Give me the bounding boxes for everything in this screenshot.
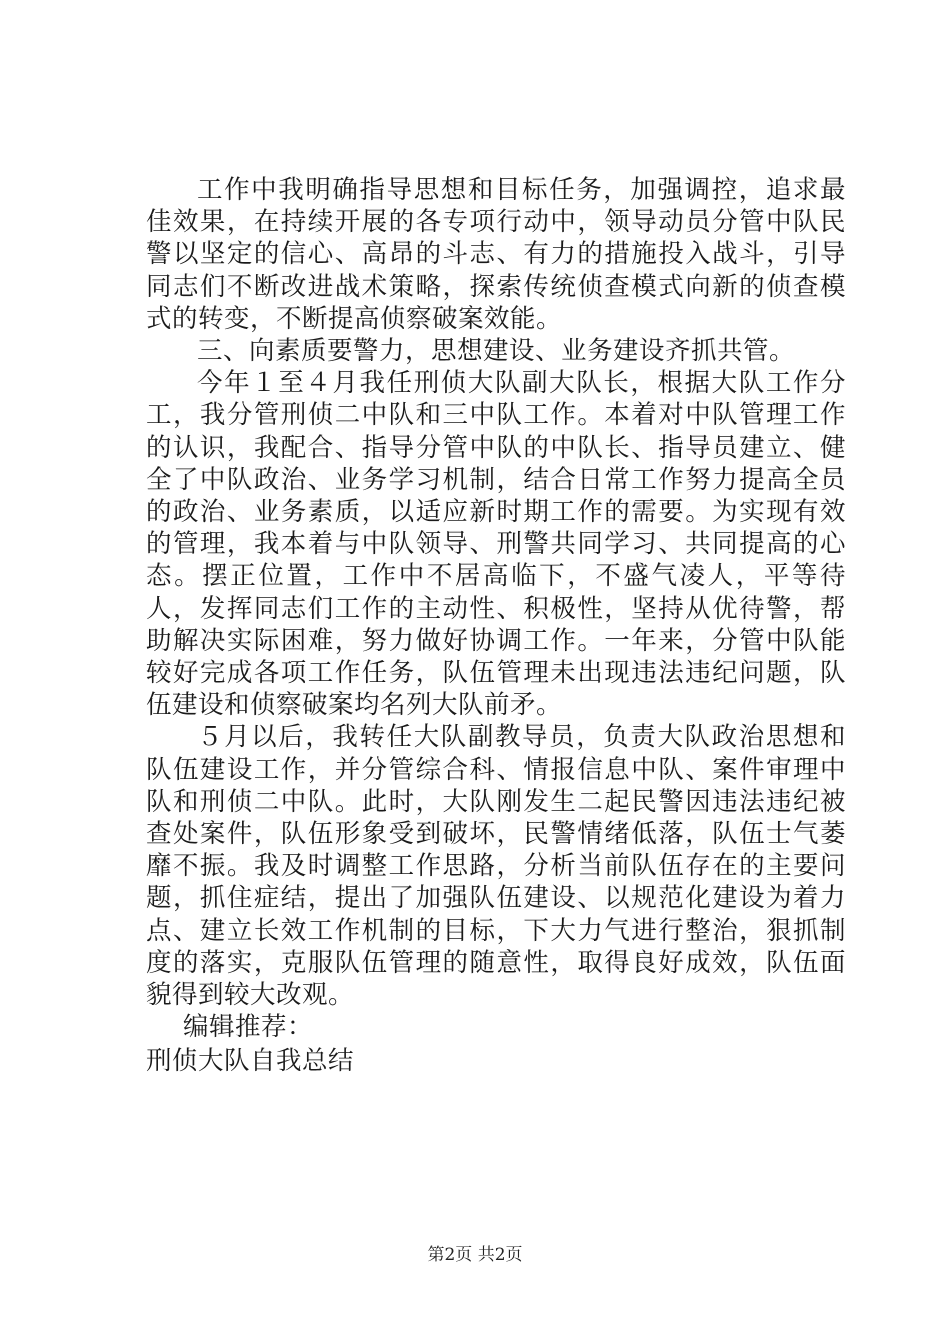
recommend-link[interactable]: 刑侦大队自我总结 [146, 1046, 355, 1077]
recommend-label: 编辑推荐： [182, 1012, 313, 1043]
page-footer: 第2页 共2页 [427, 1245, 523, 1265]
document-body [146, 174, 846, 1078]
paragraph-3: ５月以后，我转任大队副教导员，负责大队政治思想和队伍建设工作，并分管综合科、情报信息中队、案件审理中队和刑侦二中队。此时，大队刚发生二起民警因违法违纪被查处案件，队伍形象受到破坏，民警情绪低落，队伍士气萎靡不振。我及时调整工作思路，分析当前队伍存在的主要问题，抓住症结，提出了加强队伍建设、以规范化建设为着力点、建立长效工作机制的目标，下大力气进行整治，狠抓制度的落实，克服队伍管理的随意性，取得良好成效，队伍面貌得到较大改观。 [146, 722, 846, 1011]
paragraph-2: 今年１至４月我任刑侦大队副大队长，根据大队工作分工，我分管刑侦二中队和三中队工作。本着对中队管理工作的认识，我配合、指导分管中队的中队长、指导员建立、健全了中队政治、业务学习机制，结合日常工作努力提高全员的政治、业务素质，以适应新时期工作的需要。为实现有效的管理，我本着与中队领导、刑警共同学习、共同提高的心态。摆正位置，工作中不居高临下，不盛气凌人，平等待人，发挥同志们工作的主动性、积极性，坚持从优待警，帮助解决实际困难，努力做好协调工作。一年来，分管中队能较好完成各项工作任务，队伍管理未出现违法违纪问题，队伍建设和侦察破案均名列大队前矛。 [146, 368, 846, 721]
paragraph-1: 工作中我明确指导思想和目标任务，加强调控，追求最佳效果，在持续开展的各专项行动中，领导动员分管中队民警以坚定的信心、高昂的斗志、有力的措施投入战斗，引导同志们不断改进战术策略，探索传统侦查模式向新的侦查模式的转变，不断提高侦察破案效能。 [146, 175, 846, 334]
section-heading: 三、向素质要警力，思想建设、业务建设齐抓共管。 [197, 336, 796, 367]
